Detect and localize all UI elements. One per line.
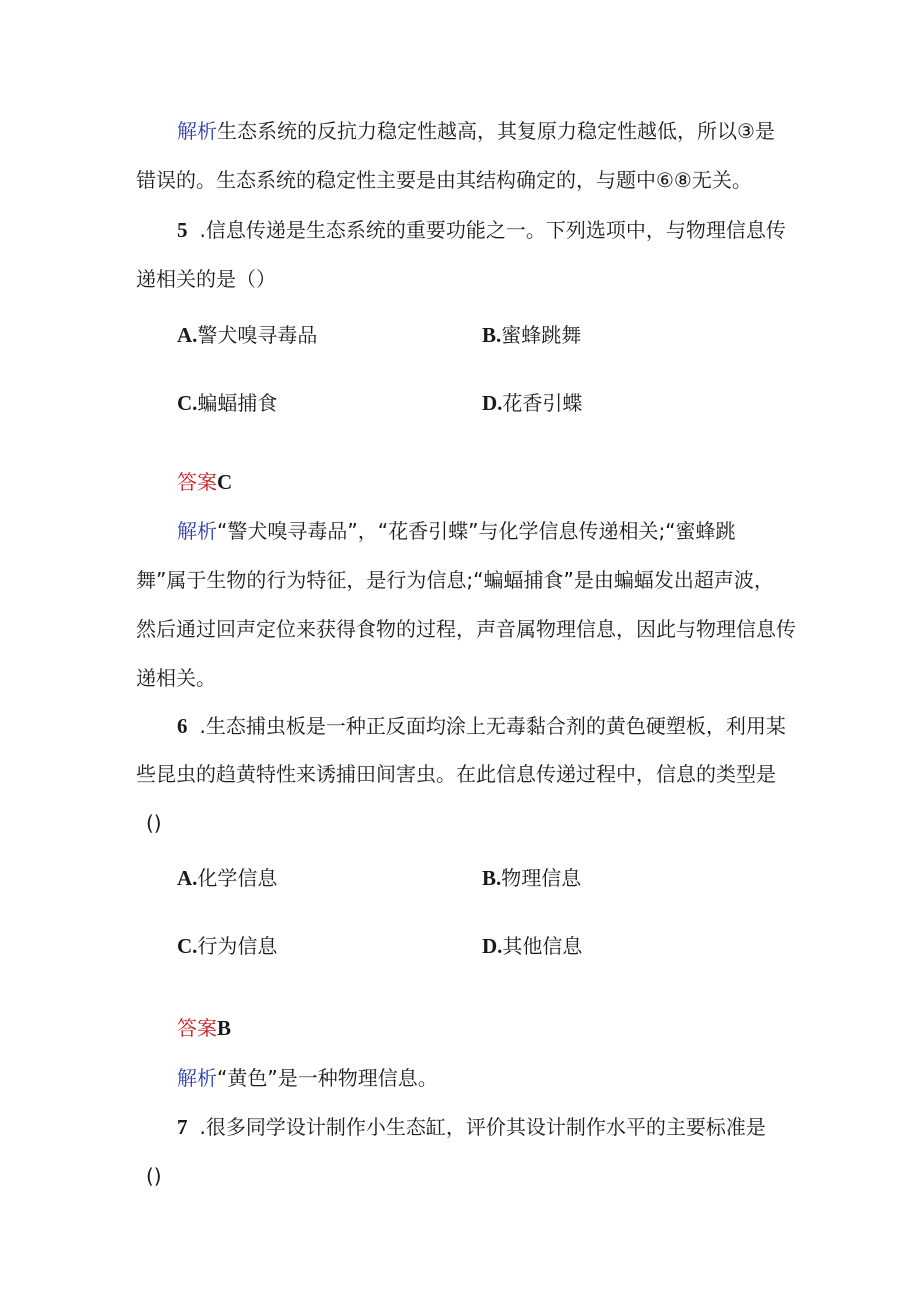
question-6-stem-cont: 些昆虫的趋黄特性来诱捕田间害虫。在此信息传递过程中，信息的类型是 <box>136 762 776 786</box>
analysis-paragraph <box>177 118 775 144</box>
option-c <box>177 390 277 416</box>
analysis-paragraph <box>177 1065 438 1091</box>
answer-value: B <box>217 1016 232 1040</box>
question-5-stem <box>177 217 786 243</box>
option-text: 蜜蜂跳舞 <box>501 323 582 347</box>
analysis-text: 生态系统的反抗力稳定性越高，其复原力稳定性越低，所以③是 <box>217 119 775 143</box>
option-letter: D. <box>482 391 503 415</box>
question-text: .很多同学设计制作小生态缸，评价其设计制作水平的主要标准是 <box>199 1115 766 1139</box>
analysis-paragraph <box>177 518 736 544</box>
option-text: 行为信息 <box>197 934 278 958</box>
option-text: 蝙蝠捕食 <box>197 391 278 415</box>
option-a <box>177 322 317 348</box>
option-d <box>482 390 582 416</box>
question-number: 6 <box>177 714 188 738</box>
option-letter: B. <box>482 323 502 347</box>
option-letter: A. <box>177 323 198 347</box>
option-c <box>177 933 277 959</box>
analysis-text: “黄色”是一种物理信息。 <box>217 1066 438 1090</box>
analysis-label: 解析 <box>177 119 217 143</box>
question-number: 5 <box>177 218 188 242</box>
question-5-stem-cont: 递相关的是（） <box>136 267 276 291</box>
analysis-label: 解析 <box>177 1066 217 1090</box>
analysis-text-line: 错误的。生态系统的稳定性主要是由其结构确定的，与题中⑥⑧无关。 <box>136 168 752 192</box>
analysis-text: “警犬嗅寻毒品”，“花香引蝶”与化学信息传递相关;“蜜蜂跳 <box>217 519 736 543</box>
question-6-stem <box>177 713 786 739</box>
answer-line <box>177 469 232 495</box>
option-a <box>177 865 277 891</box>
question-number: 7 <box>177 1115 188 1139</box>
analysis-label: 解析 <box>177 519 217 543</box>
option-text: 花香引蝶 <box>502 391 583 415</box>
option-letter: A. <box>177 866 198 890</box>
option-letter: D. <box>482 934 503 958</box>
question-6-blank: () <box>146 811 162 835</box>
answer-label: 答案 <box>177 470 217 494</box>
option-d <box>482 933 582 959</box>
analysis-text-line: 舞”属于生物的行为特征，是行为信息;“蝙蝠捕食”是由蝙蝠发出超声波， <box>136 568 774 592</box>
question-text: .生态捕虫板是一种正反面均涂上无毒黏合剂的黄色硬塑板，利用某 <box>199 714 786 738</box>
option-b <box>482 865 581 891</box>
option-letter: C. <box>177 391 198 415</box>
option-letter: B. <box>482 866 502 890</box>
question-7-stem <box>177 1114 766 1140</box>
question-7-blank: () <box>146 1164 162 1188</box>
option-b <box>482 322 581 348</box>
answer-line <box>177 1015 231 1041</box>
option-text: 化学信息 <box>197 866 278 890</box>
analysis-text-line: 然后通过回声定位来获得食物的过程，声音属物理信息，因此与物理信息传 <box>136 617 796 641</box>
option-letter: C. <box>177 934 198 958</box>
option-text: 其他信息 <box>502 934 583 958</box>
option-text: 警犬嗅寻毒品 <box>197 323 318 347</box>
option-text: 物理信息 <box>501 866 582 890</box>
analysis-text-line: 递相关。 <box>136 666 216 690</box>
answer-value: C <box>217 470 233 494</box>
question-text: .信息传递是生态系统的重要功能之一。下列选项中，与物理信息传 <box>199 218 786 242</box>
answer-label: 答案 <box>177 1016 217 1040</box>
